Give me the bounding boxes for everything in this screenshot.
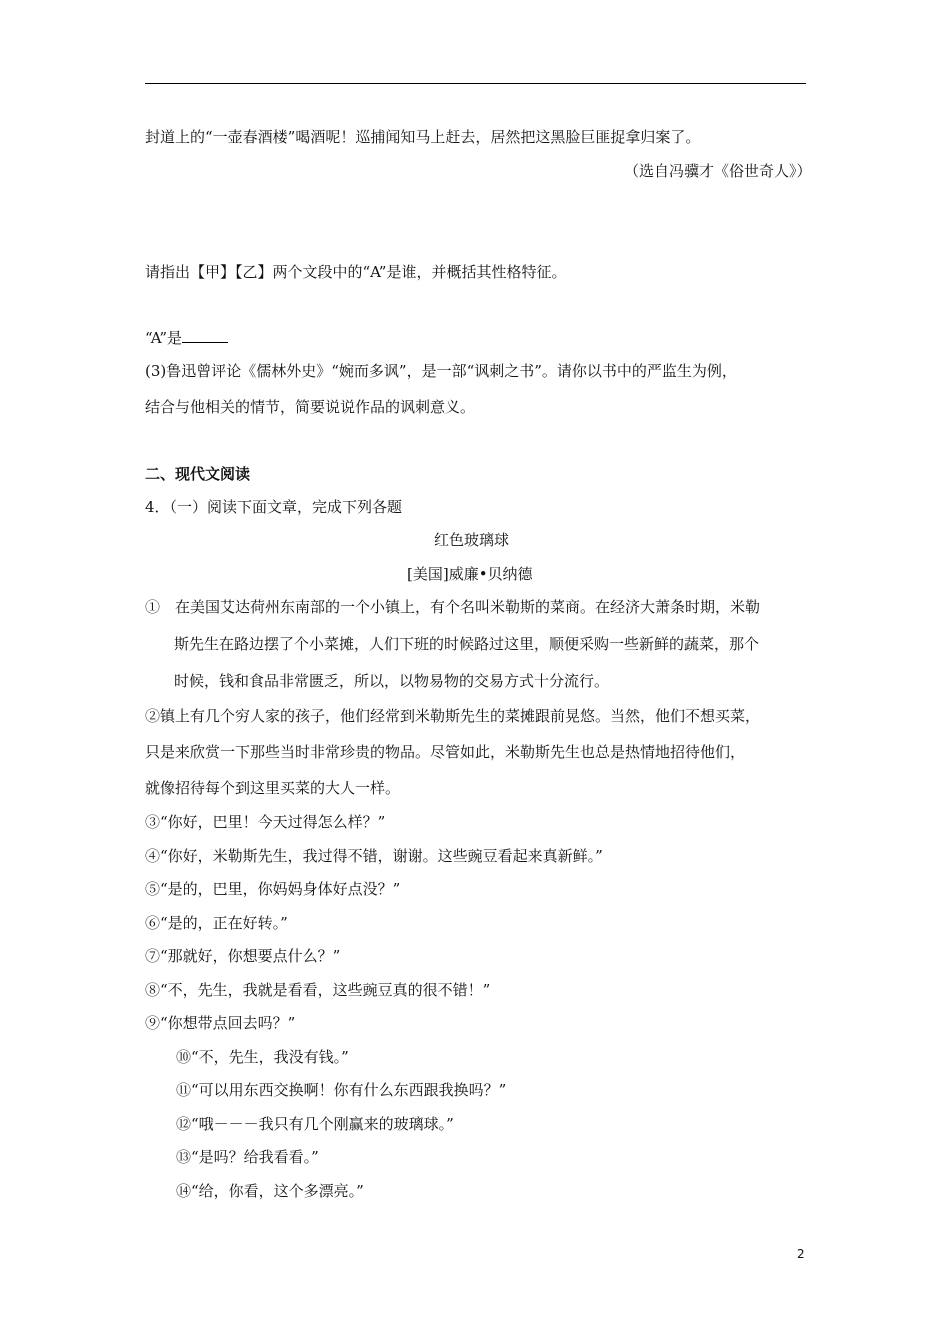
prev-passage-last-line: 封道上的“一壶春酒楼”喝酒呢！巡捕闻知马上赶去，居然把这黑脸巨匪捉拿归案了。 (145, 128, 701, 146)
question-4-intro: 4．（一）阅读下面文章，完成下列各题 (145, 498, 403, 516)
paragraph-2-line-1: ②镇上有几个穷人家的孩子，他们经常到米勒斯先生的菜摊跟前晃悠。当然，他们不想买菜， (145, 707, 761, 725)
paragraph-14: ⑭“给，你看，这个多漂亮。” (176, 1182, 364, 1200)
paragraph-9: ⑨“你想带点回去吗？” (145, 1014, 296, 1032)
header-rule (145, 83, 806, 84)
paragraph-2-line-2: 只是来欣赏一下那些当时非常珍贵的物品。尽管如此，米勒斯先生也总是热情地招待他们， (145, 743, 746, 761)
paragraph-13: ⑬“是吗？给我看看。” (176, 1148, 319, 1166)
paragraph-2-line-3: 就像招待每个到这里买菜的大人一样。 (145, 779, 401, 797)
question-2-answer (145, 328, 228, 348)
paragraph-1-line-1: ① 在美国艾达荷州东南部的一个小镇上，有个名叫米勒斯的菜商。在经济大萧条时期，米勒 (145, 598, 761, 616)
paragraph-1-line-3: 时候，钱和食品非常匮乏，所以，以物易物的交易方式十分流行。 (174, 672, 610, 690)
story-title: 红色玻璃球 (434, 531, 510, 549)
question-2-prompt: 请指出【甲】【乙】两个文段中的“A”是谁，并概括其性格特征。 (145, 263, 567, 281)
section-heading: 二、现代文阅读 (145, 465, 251, 483)
paragraph-3: ③“你好，巴里！今天过得怎么样？” (145, 813, 386, 831)
paragraph-7: ⑦“那就好，你想要点什么？” (145, 947, 341, 965)
page-number: 2 (797, 1247, 805, 1261)
paragraph-1-line-2: 斯先生在路边摆了个小菜摊，人们下班的时候路过这里，顺便采购一些新鲜的蔬菜，那个 (174, 635, 760, 653)
paragraph-11: ⑪“可以用东西交换啊！你有什么东西跟我换吗？” (176, 1081, 507, 1099)
paragraph-6: ⑥“是的，正在好转。” (145, 914, 288, 932)
answer-prefix: “A”是 (145, 329, 183, 347)
paragraph-5: ⑤“是的，巴里，你妈妈身体好点没？” (145, 880, 401, 898)
paragraph-10: ⑩“不，先生，我没有钱。” (176, 1048, 349, 1066)
paragraph-4: ④“你好，米勒斯先生，我过得不错，谢谢。这些豌豆看起来真新鲜。” (145, 847, 603, 865)
question-3-line-1: (3)鲁迅曾评论《儒林外史》“婉而多讽”，是一部“讽刺之书”。请你以书中的严监生为例， (145, 362, 737, 380)
paragraph-8: ⑧“不，先生，我就是看看，这些豌豆真的很不错！” (145, 981, 491, 999)
answer-blank (182, 328, 228, 343)
story-author: [美国]威廉•贝纳德 (407, 565, 533, 583)
paragraph-12: ⑫“哦－－－我只有几个刚赢来的玻璃球。” (176, 1115, 454, 1133)
question-3-line-2: 结合与他相关的情节，简要说说作品的讽刺意义。 (145, 398, 476, 416)
prev-passage-source: （选自冯骥才《俗世奇人》） (624, 162, 812, 180)
